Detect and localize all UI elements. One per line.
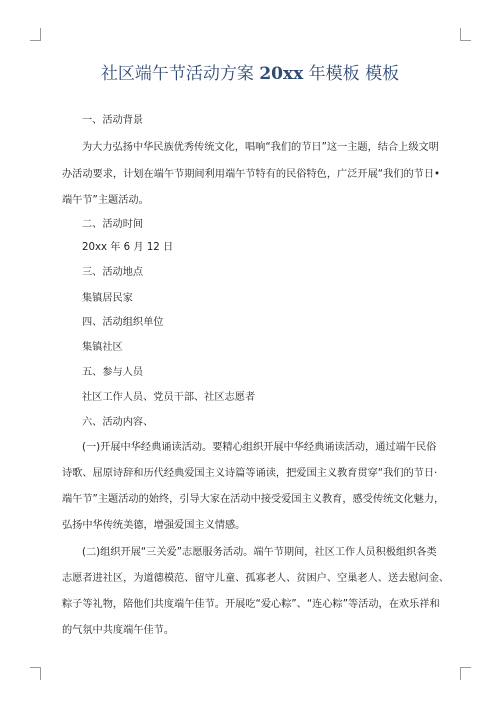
paragraph-line: 的气氛中共度端午佳节。 (62, 625, 175, 636)
paragraph-line: 集镇社区 (82, 342, 123, 353)
paragraph-line: 五、参与人员 (82, 367, 144, 378)
paragraph-line: (一)开展中华经典诵读活动。要精心组织开展中华经典诵读活动，通过端午民俗 (82, 442, 437, 453)
paragraph-line: (二)组织开展“三关爱”志愿服务活动。端午节期间，社区工作人员积极组织各类 (82, 547, 437, 558)
paragraph-line: 诗歌、屈原诗辞和历代经典爱国主义诗篇等诵读，把爱国主义教育贯穿“我们的节日· (62, 468, 438, 479)
paragraph-line: 二、活动时间 (82, 219, 144, 230)
paragraph-line: 20xx 年 6 月 12 日 (82, 242, 174, 253)
paragraph-line: 志愿者进社区，为道德模范、留守儿童、孤寡老人、贫困户、空巢老人、送去慰问金、 (62, 573, 450, 584)
paragraph-line: 粽子等礼物，陪他们共度端午佳节。开展吃“爱心粽”、“连心粽”等活动，在欢乐祥和 (62, 599, 440, 610)
title-tail: 年模板 模板 (308, 64, 400, 84)
paragraph-line: 四、活动组织单位 (82, 317, 164, 328)
paragraph-line: 端午节”主题活动。 (62, 195, 149, 206)
paragraph-line: 三、活动地点 (82, 267, 144, 278)
title-year: 20xx (259, 64, 304, 84)
paragraph-line: 六、活动内容、 (82, 417, 154, 428)
paragraph-line: 办活动要求，计划在端午节期间利用端午节特有的民俗特色，广泛开展“我们的节日• (62, 169, 441, 180)
paragraph-line: 集镇居民家 (82, 293, 133, 304)
paragraph-line: 社区工作人员、党员干部、社区志愿者 (82, 392, 256, 403)
title-chinese: 社区端午节活动方案 (100, 64, 254, 84)
paragraph-line: 端午节”主题活动的始终，引导大家在活动中接受爱国主义教育，感受传统文化魅力， (62, 494, 445, 505)
paragraph-line: 弘扬中华传统美德，增强爱国主义情感。 (62, 520, 246, 531)
paragraph-line: 为大力弘扬中华民族优秀传统文化，唱响“我们的节日”这一主题，结合上级文明 (82, 142, 439, 153)
paragraph-line: 一、活动背景 (82, 115, 144, 126)
